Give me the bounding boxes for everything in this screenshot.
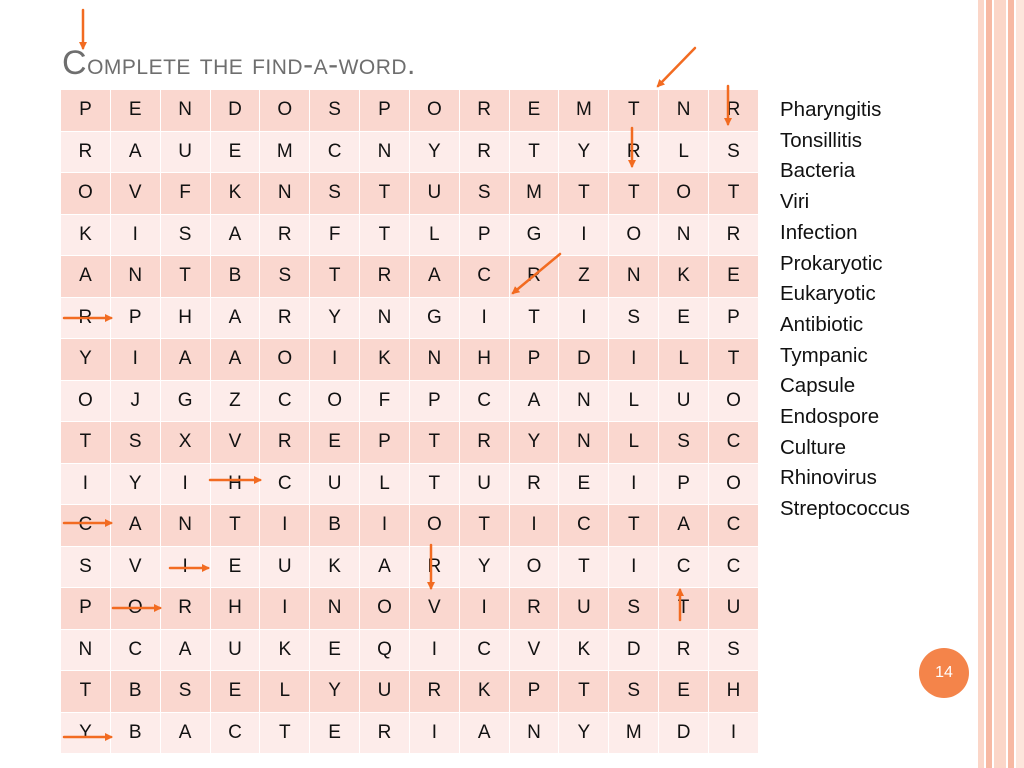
word-list-item: Bacteria (780, 159, 856, 183)
grid-cell: U (360, 671, 410, 713)
grid-cell: E (659, 297, 709, 339)
grid-cell: Y (559, 712, 609, 754)
grid-cell: L (659, 339, 709, 381)
grid-cell: T (709, 173, 759, 215)
grid-cell: P (509, 671, 559, 713)
grid-cell: I (110, 339, 160, 381)
grid-cell: R (609, 131, 659, 173)
grid-cell: E (559, 463, 609, 505)
grid-cell: O (659, 173, 709, 215)
grid-cell: Y (459, 546, 509, 588)
grid-cell: U (210, 629, 260, 671)
grid-cell: U (709, 588, 759, 630)
grid-cell: V (509, 629, 559, 671)
grid-cell: T (609, 505, 659, 547)
grid-cell: P (459, 214, 509, 256)
grid-cell: T (360, 214, 410, 256)
grid-cell: N (360, 131, 410, 173)
grid-cell: R (709, 90, 759, 132)
grid-cell: A (110, 131, 160, 173)
grid-cell: K (360, 339, 410, 381)
grid-cell: E (110, 90, 160, 132)
grid-cell: I (260, 588, 310, 630)
grid-cell: I (160, 463, 210, 505)
grid-cell: S (659, 422, 709, 464)
grid-cell: O (61, 173, 111, 215)
grid-cell: T (409, 422, 459, 464)
grid-cell: O (110, 588, 160, 630)
grid-cell: E (310, 712, 360, 754)
grid-cell: R (409, 671, 459, 713)
grid-cell: G (509, 214, 559, 256)
grid-row (61, 173, 759, 215)
grid-cell: Z (559, 256, 609, 298)
grid-cell: R (61, 131, 111, 173)
grid-cell: T (459, 505, 509, 547)
grid-cell: V (210, 422, 260, 464)
grid-cell: R (709, 214, 759, 256)
grid-cell: F (310, 214, 360, 256)
grid-cell: F (360, 380, 410, 422)
grid-cell: O (409, 90, 459, 132)
grid-cell: K (260, 629, 310, 671)
grid-cell: N (110, 256, 160, 298)
grid-cell: T (310, 256, 360, 298)
grid-cell: U (459, 463, 509, 505)
grid-cell: T (509, 131, 559, 173)
grid-cell: O (509, 546, 559, 588)
grid-cell: R (509, 463, 559, 505)
grid-cell: A (160, 712, 210, 754)
grid-cell: Y (409, 131, 459, 173)
grid-cell: E (310, 422, 360, 464)
grid-cell: U (160, 131, 210, 173)
grid-cell: C (260, 463, 310, 505)
grid-cell: I (609, 463, 659, 505)
grid-row (61, 422, 759, 464)
grid-cell: C (110, 629, 160, 671)
grid-cell: V (409, 588, 459, 630)
grid-cell: A (210, 339, 260, 381)
grid-cell: A (61, 256, 111, 298)
grid-cell: Z (210, 380, 260, 422)
grid-cell: R (409, 546, 459, 588)
grid-cell: C (459, 256, 509, 298)
grid-cell: P (709, 297, 759, 339)
grid-cell: I (110, 214, 160, 256)
grid-cell: B (110, 712, 160, 754)
grid-cell: L (659, 131, 709, 173)
grid-cell: K (61, 214, 111, 256)
grid-cell: H (709, 671, 759, 713)
grid-cell: N (61, 629, 111, 671)
grid-cell: S (459, 173, 509, 215)
grid-cell: H (210, 588, 260, 630)
grid-cell: C (61, 505, 111, 547)
grid-cell: B (110, 671, 160, 713)
grid-cell: T (260, 712, 310, 754)
grid-cell: B (310, 505, 360, 547)
grid-cell: G (409, 297, 459, 339)
grid-cell: R (260, 214, 310, 256)
slide-title (62, 44, 416, 83)
grid-cell: O (360, 588, 410, 630)
grid-cell: K (559, 629, 609, 671)
grid-cell: E (310, 629, 360, 671)
grid-cell: E (210, 671, 260, 713)
grid-cell: Y (61, 712, 111, 754)
grid-cell: N (160, 505, 210, 547)
grid-cell: I (61, 463, 111, 505)
grid-cell: Y (110, 463, 160, 505)
grid-cell: I (360, 505, 410, 547)
grid-cell: T (609, 173, 659, 215)
grid-cell: A (360, 546, 410, 588)
grid-cell: S (310, 90, 360, 132)
grid-cell: N (659, 214, 709, 256)
grid-row (61, 588, 759, 630)
grid-cell: C (260, 380, 310, 422)
grid-row (61, 712, 759, 754)
title-rest: omplete the find-a-word. (87, 48, 416, 81)
grid-cell: O (709, 380, 759, 422)
grid-cell: C (559, 505, 609, 547)
grid-cell: H (160, 297, 210, 339)
grid-cell: H (459, 339, 509, 381)
grid-cell: T (559, 173, 609, 215)
grid-cell: R (260, 422, 310, 464)
grid-cell: L (609, 422, 659, 464)
grid-cell: Y (509, 422, 559, 464)
grid-cell: Y (310, 671, 360, 713)
grid-cell: O (609, 214, 659, 256)
word-search-grid (60, 89, 759, 754)
grid-cell: A (459, 712, 509, 754)
grid-cell: N (160, 90, 210, 132)
grid-cell: S (609, 297, 659, 339)
grid-cell: N (260, 173, 310, 215)
grid-cell: L (260, 671, 310, 713)
grid-cell: R (459, 90, 509, 132)
grid-cell: P (360, 90, 410, 132)
grid-cell: S (310, 173, 360, 215)
grid-cell: E (709, 256, 759, 298)
grid-cell: I (409, 712, 459, 754)
grid-row (61, 339, 759, 381)
grid-cell: C (709, 546, 759, 588)
grid-row (61, 131, 759, 173)
grid-cell: Y (310, 297, 360, 339)
grid-cell: N (559, 422, 609, 464)
grid-cell: F (160, 173, 210, 215)
grid-cell: L (360, 463, 410, 505)
grid-row (61, 90, 759, 132)
grid-cell: Y (559, 131, 609, 173)
word-list-item: Culture (780, 435, 847, 459)
grid-cell: N (559, 380, 609, 422)
word-list-item: Prokaryotic (780, 251, 883, 275)
word-list-item: Pharyngitis (780, 98, 882, 121)
grid-cell: Y (61, 339, 111, 381)
grid-cell: U (659, 380, 709, 422)
grid-cell: P (360, 422, 410, 464)
grid-cell: S (609, 671, 659, 713)
arrow-streptococcus (658, 48, 695, 86)
grid-cell: T (659, 588, 709, 630)
grid-cell: K (310, 546, 360, 588)
grid-cell: O (260, 339, 310, 381)
grid-cell: A (409, 256, 459, 298)
grid-cell: D (609, 629, 659, 671)
grid-cell: T (409, 463, 459, 505)
grid-cell: R (61, 297, 111, 339)
grid-cell: D (210, 90, 260, 132)
grid-cell: L (409, 214, 459, 256)
grid-cell: J (110, 380, 160, 422)
grid-cell: N (659, 90, 709, 132)
grid-cell: D (659, 712, 709, 754)
grid-cell: U (559, 588, 609, 630)
grid-cell: K (210, 173, 260, 215)
grid-cell: P (409, 380, 459, 422)
grid-row (61, 505, 759, 547)
grid-cell: T (509, 297, 559, 339)
grid-cell: T (160, 256, 210, 298)
grid-cell: A (210, 214, 260, 256)
grid-row (61, 671, 759, 713)
grid-row (61, 463, 759, 505)
grid-cell: C (709, 422, 759, 464)
grid-cell: R (509, 256, 559, 298)
grid-cell: S (61, 546, 111, 588)
grid-cell: T (559, 546, 609, 588)
grid-row (61, 297, 759, 339)
grid-cell: S (110, 422, 160, 464)
word-list-item: Rhinovirus (780, 466, 877, 490)
grid-cell: R (160, 588, 210, 630)
grid-cell: A (160, 629, 210, 671)
title-first-letter: C (62, 44, 88, 82)
grid-cell: X (160, 422, 210, 464)
grid-cell: R (459, 422, 509, 464)
grid-cell: P (61, 588, 111, 630)
grid-cell: I (709, 712, 759, 754)
grid-cell: S (260, 256, 310, 298)
grid-cell: I (459, 588, 509, 630)
word-list-item: Eukaryotic (780, 282, 876, 306)
word-list-item: Tonsillitis (780, 128, 863, 152)
grid-cell: M (509, 173, 559, 215)
grid-cell: E (210, 131, 260, 173)
grid-cell: Q (360, 629, 410, 671)
grid-cell: T (360, 173, 410, 215)
grid-cell: A (659, 505, 709, 547)
grid-cell: P (110, 297, 160, 339)
grid-cell: I (160, 546, 210, 588)
grid-cell: C (459, 629, 509, 671)
grid-cell: N (609, 256, 659, 298)
grid-cell: R (459, 131, 509, 173)
grid-cell: I (409, 629, 459, 671)
grid-cell: M (609, 712, 659, 754)
decorative-stripes (978, 0, 1024, 768)
grid-cell: N (409, 339, 459, 381)
grid-cell: C (310, 131, 360, 173)
grid-row (61, 380, 759, 422)
grid-cell: N (360, 297, 410, 339)
grid-cell: O (310, 380, 360, 422)
grid-cell: S (709, 629, 759, 671)
word-list-item: Streptococcus (780, 497, 910, 521)
word-list-item: Antibiotic (780, 312, 864, 336)
grid-row (61, 256, 759, 298)
grid-row (61, 214, 759, 256)
grid-cell: E (509, 90, 559, 132)
grid-cell: N (509, 712, 559, 754)
word-list-item: Capsule (780, 374, 856, 398)
grid-cell: O (260, 90, 310, 132)
grid-cell: T (559, 671, 609, 713)
grid-cell: T (61, 671, 111, 713)
grid-cell: U (260, 546, 310, 588)
grid-cell: P (61, 90, 111, 132)
word-list-item: Tympanic (780, 343, 868, 367)
grid-cell: I (559, 214, 609, 256)
grid-cell: K (459, 671, 509, 713)
grid-cell: N (310, 588, 360, 630)
grid-cell: I (459, 297, 509, 339)
grid-cell: T (709, 339, 759, 381)
grid-cell: O (709, 463, 759, 505)
grid-cell: I (509, 505, 559, 547)
grid-cell: A (210, 297, 260, 339)
word-list-item: Viri (780, 190, 810, 214)
grid-cell: H (210, 463, 260, 505)
grid-cell: C (659, 546, 709, 588)
grid-cell: A (160, 339, 210, 381)
grid-cell: R (509, 588, 559, 630)
grid-cell: S (609, 588, 659, 630)
grid-cell: A (110, 505, 160, 547)
grid-cell: K (659, 256, 709, 298)
grid-cell: E (659, 671, 709, 713)
grid-cell: U (310, 463, 360, 505)
grid-cell: G (160, 380, 210, 422)
grid-cell: L (609, 380, 659, 422)
grid-cell: P (659, 463, 709, 505)
grid-cell: U (409, 173, 459, 215)
grid-cell: R (360, 712, 410, 754)
grid-cell: V (110, 173, 160, 215)
grid-row (61, 546, 759, 588)
word-list-item: Infection (780, 220, 858, 244)
grid-cell: T (61, 422, 111, 464)
grid-cell: P (509, 339, 559, 381)
grid-cell: M (260, 131, 310, 173)
grid-cell: M (559, 90, 609, 132)
grid-cell: S (160, 671, 210, 713)
word-list (780, 95, 910, 525)
grid-cell: R (260, 297, 310, 339)
grid-cell: R (659, 629, 709, 671)
grid-cell: A (509, 380, 559, 422)
grid-cell: S (160, 214, 210, 256)
grid-cell: C (459, 380, 509, 422)
word-list-item: Endospore (780, 405, 880, 429)
grid-cell: E (210, 546, 260, 588)
grid-cell: I (260, 505, 310, 547)
grid-cell: S (709, 131, 759, 173)
grid-cell: I (609, 339, 659, 381)
grid-cell: T (609, 90, 659, 132)
grid-cell: O (61, 380, 111, 422)
grid-cell: B (210, 256, 260, 298)
grid-cell: V (110, 546, 160, 588)
grid-cell: C (210, 712, 260, 754)
grid-cell: I (310, 339, 360, 381)
grid-row (61, 629, 759, 671)
grid-cell: I (609, 546, 659, 588)
grid-cell: I (559, 297, 609, 339)
grid-cell: D (559, 339, 609, 381)
grid-cell: C (709, 505, 759, 547)
slide-number-badge: 14 (919, 648, 969, 698)
grid-cell: R (360, 256, 410, 298)
grid-cell: O (409, 505, 459, 547)
grid-cell: T (210, 505, 260, 547)
